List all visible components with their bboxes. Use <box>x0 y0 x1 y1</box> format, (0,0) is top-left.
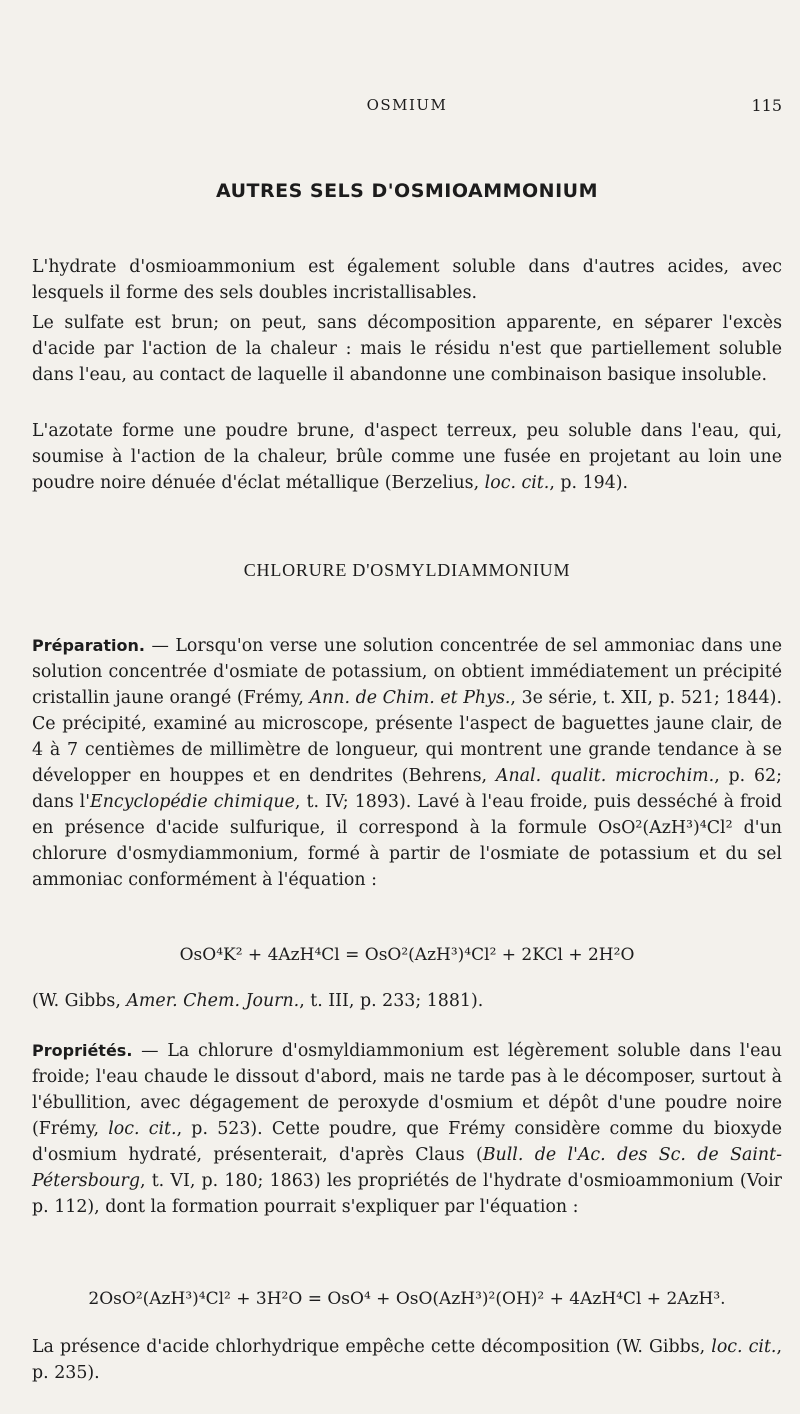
paragraph-sulfate: Le sulfate est brun; on peut, sans décomposition apparente, en séparer l'excès d'acide par l'action de la chaleur : mais le résidu n'est que partiellement soluble dans l'eau, au contact de laquelle il abandonne une combinaison basique insoluble. <box>32 313 782 385</box>
properties-loc-cit: loc. cit. <box>108 1119 177 1139</box>
final-loc-cit: loc. cit. <box>711 1337 777 1357</box>
gibbs-text-2: , t. III, p. 233; 1881). <box>299 991 484 1011</box>
preparation-ref-behrens: Anal. qualit. microchim. <box>495 766 715 786</box>
section-title-osmyldiammonium-chloride: CHLORURE D'OSMYLDIAMMONIUM <box>243 560 571 580</box>
paragraph-azotate <box>32 418 782 496</box>
properties-text-3: , t. VI, p. 180; 1863) les propriétés de l'hydrate d'osmioammonium (Voir p. 112), dont la formation pourrait s'expliquer par l'équation : <box>32 1171 782 1217</box>
equation-formation: OsO⁴K² + 4AzH⁴Cl = OsO²(AzH³)⁴Cl² + 2KCl + 2H²O <box>179 945 635 965</box>
azotate-loc-cit: loc. cit. <box>484 473 550 493</box>
section-title-osmioammonium-salts: AUTRES SELS D'OSMIOAMMONIUM <box>215 180 598 202</box>
paragraph-gibbs-reference <box>32 988 782 1014</box>
preparation-text-4: , t. IV; 1893). Lavé à l'eau froide, puis desséché à froid en présence d'acide sulfurique, il correspond à la formule OsO²(AzH³)⁴Cl² d'un chlorure d'osmydiammonium, formé à partir de l'osmiate de potassium et du sel ammoniac conformément à l'équation : <box>32 792 782 890</box>
final-text-2: , p. 235). <box>32 1337 782 1383</box>
preparation-text-2: , 3e série, t. XII, p. 521; 1844). Ce précipité, examiné au microscope, présente l'aspect de baguettes jaune clair, de 4 à 7 centièmes de millimètre de longueur, qui montrent une grande tendance à se développer en houppes et en dendrites (Behrens, <box>32 688 782 786</box>
preparation-text-3: , p. 62; dans l' <box>32 766 783 812</box>
preparation-ref-encyclopedie: Encyclopédie chimique <box>90 792 295 812</box>
gibbs-text-1: (W. Gibbs, <box>32 991 127 1011</box>
properties-text-1: — La chlorure d'osmyldiammonium est légèrement soluble dans l'eau froide; l'eau chaude le dissout d'abord, mais ne tarde pas à le décomposer, surtout à l'ébullition, avec dégagement de peroxyde d'osmium et dépôt d'une poudre noire (Frémy, <box>32 1041 782 1139</box>
properties-heading: Propriétés. <box>32 1041 133 1060</box>
preparation-ref-ann-chim: Ann. de Chim. et Phys. <box>309 688 511 708</box>
page-number: 115 <box>751 96 782 115</box>
properties-ref-bulletin: Bull. de l'Ac. des Sc. de Saint-Pétersbourg <box>32 1145 782 1191</box>
gibbs-ref-journal: Amer. Chem. Journ. <box>126 991 300 1011</box>
azotate-text-2: , p. 194). <box>549 473 629 493</box>
azotate-text-1: L'azotate forme une poudre brune, d'aspect terreux, peu soluble dans l'eau, qui, soumise à l'action de la chaleur, brûle comme une fusée en projetant au loin une poudre noire dénuée d'éclat métallique (Berzelius, <box>32 421 782 493</box>
preparation-heading: Préparation. <box>32 636 145 655</box>
running-title: OSMIUM <box>366 96 448 114</box>
paragraph-hydrate: L'hydrate d'osmioammonium est également soluble dans d'autres acides, avec lesquels il forme des sels doubles incristallisables. <box>32 257 782 303</box>
properties-text-2: , p. 523). Cette poudre, que Frémy considère comme du bioxyde d'osmium hydraté, présenterait, d'après Claus ( <box>32 1119 782 1165</box>
final-text-1: La présence d'acide chlorhydrique empêche cette décomposition (W. Gibbs, <box>32 1337 712 1357</box>
paragraph-preparation <box>32 633 782 893</box>
equation-decomposition: 2OsO²(AzH³)⁴Cl² + 3H²O = OsO⁴ + OsO(AzH³)²(OH)² + 4AzH⁴Cl + 2AzH³. <box>88 1289 726 1309</box>
paragraph-properties <box>32 1038 782 1220</box>
page-header <box>32 96 782 116</box>
preparation-text-1: — Lorsqu'on verse une solution concentrée de sel ammoniac dans une solution concentrée d'osmiate de potassium, on obtient immédiatement un précipité cristallin jaune orangé (Frémy, <box>32 636 782 708</box>
paragraph-hydrochloric-acid <box>32 1334 782 1386</box>
